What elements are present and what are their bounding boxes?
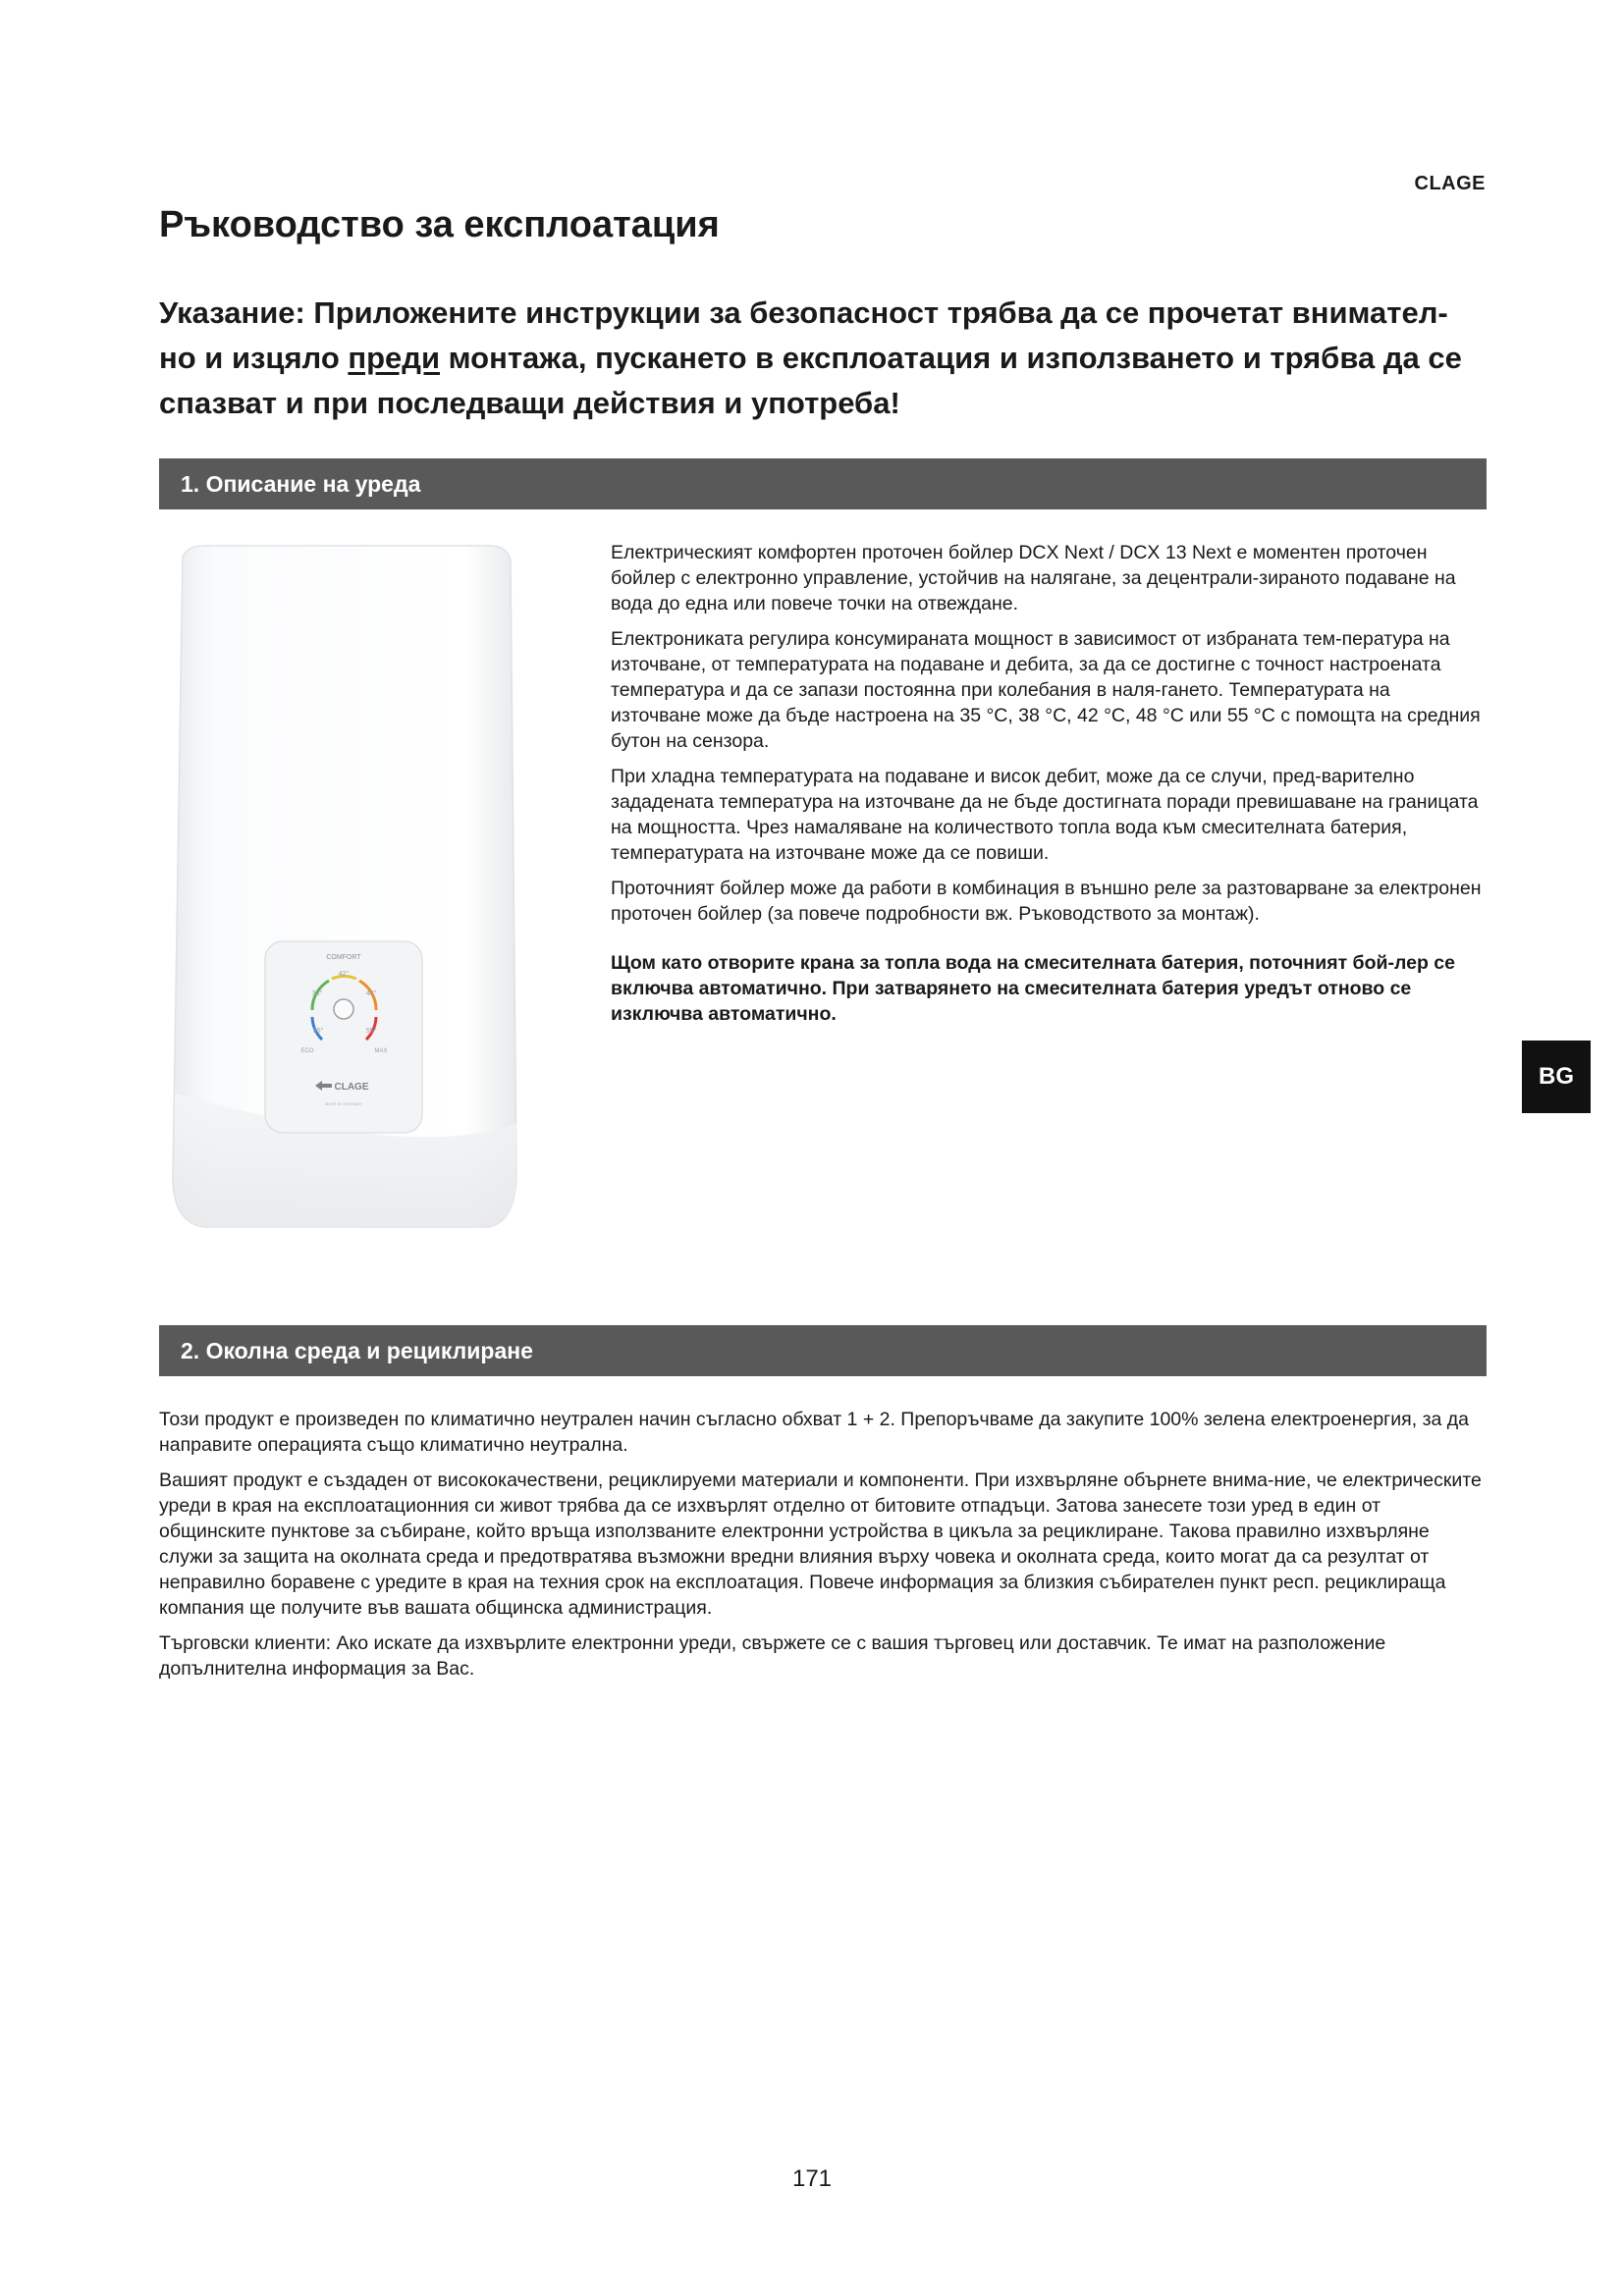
bold-operation-note: Щом като отворите крана за топла вода на смесителната батерия, поточният бой-лер се включва автоматично. При затварянето на смесителната батерия уредът отново се изключва автоматично.: [611, 952, 1455, 1025]
temp-label-42: 42°: [338, 971, 350, 978]
water-heater-image: [165, 544, 524, 1231]
temp-label-55: 55°: [365, 1028, 377, 1035]
safety-notice: [159, 291, 1485, 426]
description-paragraph: Електрониката регулира консумираната мощност в зависимост от избраната тем-пература на източване, от температурата на подаване и дебита, за да се достигне с точност настроената температура и да се запази постоянна при колебания в наля-гането. Температурата на източване може да бъде настроена на 35 °C, 38 °C, 42 °C, 48 °C или 55 °C с помощта на средния бутон на сензора.: [611, 628, 1481, 752]
temp-label-38: 38°: [311, 990, 323, 997]
eco-label: ECO: [300, 1048, 314, 1054]
brand-logo-text: CLAGE: [1414, 173, 1486, 194]
description-paragraph: Проточният бойлер може да работи в комбинация в външно реле за разтоварване за електронен проточен бойлер (за повече подробности вж. Ръководството за монтаж).: [611, 878, 1482, 925]
device-description: [611, 540, 1485, 1037]
language-tab-bg: BG: [1522, 1041, 1591, 1113]
environment-paragraph: Този продукт е произведен по климатично неутрален начин съгласно обхват 1 + 2. Препоръчваме да закупите 100% зелена електроенергия, за да направите операцията също климатично неутрална.: [159, 1409, 1469, 1456]
page-title: Ръководство за експлоатация: [159, 204, 720, 245]
sensor-button: [334, 999, 353, 1019]
max-label: MAX: [374, 1048, 388, 1054]
description-paragraph: При хладна температурата на подаване и висок дебит, може да се случи, пред-варително зададената температура на източване да не бъде достигната поради превишаване на границата на мощността. Чрез намаляване на количеството топла вода към смесителната батерия, температурата на източване може да се повиши.: [611, 766, 1479, 864]
temp-label-48: 48°: [365, 990, 377, 997]
environment-text: [159, 1407, 1487, 1691]
section-heading-environment: 2. Околна среда и рециклиране: [159, 1325, 1487, 1376]
temp-label-35: 35°: [312, 1028, 324, 1035]
notice-text-end: монтажа, пускането в експлоатация и използването и трябва да се спазват и при последващи действия и употреба!: [159, 341, 1462, 420]
environment-paragraph: Вашият продукт е създаден от висококачествени, рециклируеми материали и компоненти. При изхвърляне обърнете внима-ние, че електрическите уреди в края на експлоатационния си живот трябва да се изхвърлят отделно от битовите отпадъци. Затова занесете този уред в един от общинските пунктове за събиране, който връща използваните електронни устройства в цикъла за рециклиране. Такова правилно изхвърляне служи за защита на околната среда и предотвратява възможни вредни влияния върху човека и околната среда, които могат да са резултат от неправилно боравене с уредите в края на техния срок на експлоатация. Повече информация за близкия събирателен пункт респ. рециклираща компания ще получите във вашата общинска администрация.: [159, 1469, 1482, 1619]
panel-label: COMFORT: [326, 954, 361, 961]
notice-emphasis: преди: [348, 341, 441, 375]
description-paragraph: Електрическият комфортен проточен бойлер DCX Next / DCX 13 Next е моментен проточен бойлер с електронно управление, устойчив на налягане, за децентрали-зираното подаване на вода до една или повече точки на отвеждане.: [611, 542, 1456, 614]
notice-text-start: Указание: Приложените инструкции за безопасност трябва да се прочетат внимател-но и изцяло: [159, 295, 1448, 375]
section-heading-description: 1. Описание на уреда: [159, 458, 1487, 509]
environment-paragraph: Търговски клиенти: Ако искате да изхвърлите електронни уреди, свържете се с вашия търговец или доставчик. Те имат на разположение допълнителна информация за Вас.: [159, 1632, 1386, 1680]
made-in-label: MADE IN GERMANY: [324, 1101, 363, 1106]
page-number: 171: [791, 2165, 833, 2192]
device-logo-text: CLAGE: [334, 1082, 369, 1093]
